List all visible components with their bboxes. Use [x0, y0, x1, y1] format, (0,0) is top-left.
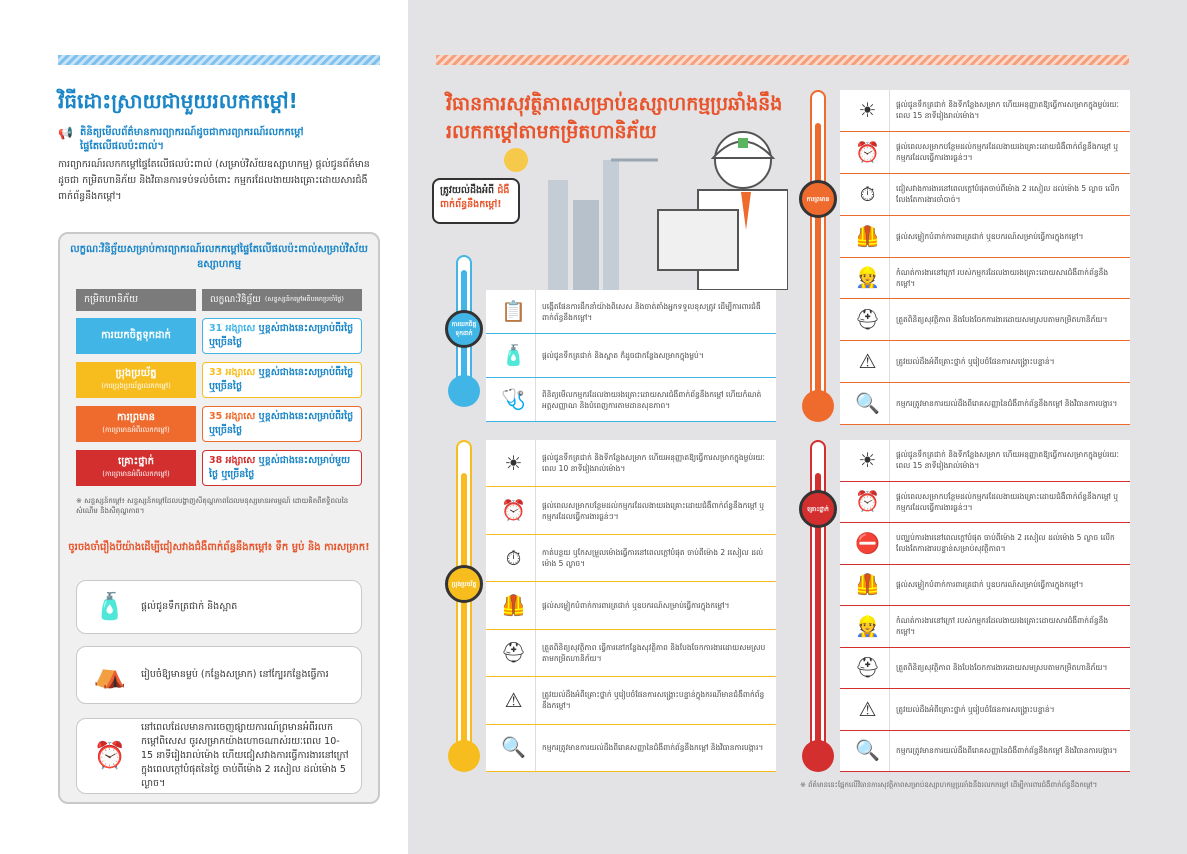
- risk-level-label: [76, 450, 196, 486]
- measure-text: ផ្ដល់សម្លៀកបំពាក់ការពារត្រជាក់ ឬឧបករណ៍សម្រាប់ធ្វើការក្នុងកម្ដៅ។: [896, 580, 1084, 590]
- red-measures-panel: [840, 440, 1130, 772]
- vest-icon: 🦺: [846, 565, 890, 606]
- helmet-icon: ⛑: [492, 630, 536, 676]
- table-head-criteria-note: (សន្ទស្សន៍កម្ដៅអតិបរមាប្រចាំថ្ងៃ): [264, 295, 344, 303]
- speaker-icon: 📢: [58, 126, 73, 140]
- measure-item: [486, 487, 776, 534]
- criteria-card: [58, 232, 380, 804]
- measure-item: [486, 725, 776, 772]
- vest-icon: 🦺: [492, 582, 536, 628]
- criteria-temp: 33 អង្សាសេ: [209, 367, 259, 378]
- call-to-action: ចូរចងចាំរឿងបីយ៉ាងដើម្បីជៀសវាងជំងឺពាក់ព័ន្ធនឹងកម្ដៅ៖ ទឹក ម្លប់ និង ការសម្រាក!: [68, 542, 370, 553]
- header-stripe-orange: [436, 55, 1129, 65]
- measure-item: [840, 606, 1130, 648]
- left-page: [0, 0, 405, 854]
- water-bottle-icon: 🧴: [492, 334, 536, 377]
- sun-icon: [504, 148, 528, 172]
- left-subtitle-text: តិនិត្យមើលព័ត៌មានការព្យាករណ៍ដូចជាការព្យាករណ៍រលកកម្ដៅផ្ទៃតែលើផលប៉ះពាល់។: [80, 127, 304, 152]
- tip-text: រៀបចំឱ្យមានម្លប់ (កន្លែងសម្រាក) នៅក្បែរកន្លែងធ្វើការ: [141, 669, 329, 680]
- measure-item: [840, 440, 1130, 482]
- risk-level-sub: (ការព្រមានអំពីរលកកម្ដៅ): [102, 470, 170, 478]
- risk-level-label: [76, 362, 196, 398]
- measure-text: ផ្ដល់ជូនទឹកត្រជាក់ និងទីកន្លែងសម្រាក ហើយអនុញ្ញាតឱ្យធ្វើការសម្រាកក្នុងម្លប់រយៈពេល 15 នាទីរៀងរាល់ម៉ោង។: [896, 450, 1119, 471]
- measure-item: [840, 90, 1130, 132]
- measure-item: [840, 523, 1130, 565]
- risk-level-name: គ្រោះថ្នាក់: [118, 456, 154, 467]
- sun-water-icon: ☀: [846, 440, 890, 481]
- measure-text: កំណត់ការងារនៅក្រៅ របស់កម្មករដែលងាយរងគ្រោះដោយសារជំងឺពាក់ព័ន្ធនឹងកម្ដៅ។: [896, 616, 1109, 637]
- measure-item: [840, 482, 1130, 524]
- engineer-illustration: [498, 130, 788, 290]
- criteria-temp: 31 អង្សាសេ: [209, 323, 259, 334]
- thermometer: [810, 90, 826, 400]
- measure-text: ត្រូវយល់ដឹងអំពីគ្រោះថ្នាក់ ឬរៀបចំផែនការសង្គ្រោះបន្ទាន់ក្នុងករណីមានជំងឺពាក់ព័ន្ធនឹងកម្ដៅ។: [542, 690, 765, 711]
- vest-icon: 🦺: [846, 216, 890, 257]
- risk-badge: ប្រុងប្រយ័ត្ន: [445, 565, 483, 603]
- tip-card: [76, 580, 362, 634]
- measure-text: ផ្ដល់ជូនទឹកត្រជាក់ និងទីកន្លែងសម្រាក ហើយអនុញ្ញាតឱ្យធ្វើការសម្រាកក្នុងម្លប់រយៈពេល 10 នាទីរៀងរាល់ម៉ោង។: [542, 453, 765, 474]
- left-subtitle: [58, 126, 358, 154]
- speech-bubble: [432, 178, 520, 224]
- risk-badge: ការព្រមាន: [799, 180, 837, 218]
- measure-item: [840, 132, 1130, 174]
- search-person-icon: 🔍: [846, 731, 890, 772]
- worker-icon: 👷: [846, 606, 890, 647]
- tip-card: [76, 718, 362, 794]
- timer-icon: ⏱: [492, 535, 536, 581]
- measure-item: [486, 290, 776, 334]
- criteria-desc: ឬខ្ពស់ជាងនេះសម្រាប់ពីរថ្ងៃ ឬច្រើនថ្ងៃ: [209, 323, 354, 348]
- measure-item: [486, 378, 776, 422]
- measure-text: កម្មករត្រូវមានការយល់ដឹងពីរោគសញ្ញានៃជំងឺពាក់ព័ន្ធនឹងកម្ដៅ និងវិធានការបង្ការ។: [542, 743, 764, 753]
- risk-criteria-value: [202, 318, 362, 354]
- criteria-desc: ឬខ្ពស់ជាងនេះសម្រាប់មួយថ្ងៃ ឬច្រើនថ្ងៃ: [209, 455, 351, 480]
- measure-item: [840, 689, 1130, 731]
- footnote: ※ សន្ទស្សន៍កម្ដៅ៖ សន្ទស្សន៍កម្ដៅដែលបង្ហាញសីតុណ្ហភាពដែលមនុស្សមានអារម្មណ៍ ដោយគិតពីឥទ្ធិពលនៃសំណើម និងសីតុណ្ហភាព។: [76, 497, 349, 515]
- measure-text: ជៀសវាងការងារនៅពេលក្ដៅបំផុតចាប់ពីម៉ោង 2 រសៀល ដល់ម៉ោង 5 ល្ងាច លើកលែងតែការងារចាំបាច់។: [896, 184, 1120, 205]
- bubble-text-b: ជំងឺពាក់ព័ន្ធនឹងកម្ដៅ!: [440, 185, 510, 210]
- measure-text: ត្រូវយល់ដឹងអំពីគ្រោះថ្នាក់ ឬរៀបចំផែនការសង្គ្រោះបន្ទាន់។: [896, 704, 1055, 714]
- measure-text: កំណត់ការងារនៅក្រៅ របស់កម្មករដែលងាយរងគ្រោះដោយសារជំងឺពាក់ព័ន្ធនឹងកម្ដៅ។: [896, 267, 1109, 288]
- measure-text: ផ្ដល់សម្លៀកបំពាក់ការពារត្រជាក់ ឬឧបករណ៍សម្រាប់ធ្វើការក្នុងកម្ដៅ។: [542, 600, 730, 610]
- risk-level-sub: (ការប្រុងប្រយ័ត្នរលកកម្ដៅ): [101, 382, 171, 390]
- measure-text: បង្កើតផែនការដឹកនាំយ៉ាងពិសេស និងចាត់តាំងអ្នកទទួលខុសត្រូវ ដើម្បីការពារជំងឺពាក់ព័ន្ធនឹងកម្ដៅ។: [542, 301, 761, 322]
- measure-item: [486, 630, 776, 677]
- risk-level-sub: (ការព្រមានអំពីរលកកម្ដៅ): [102, 426, 170, 434]
- measure-item: [486, 334, 776, 378]
- criteria-desc: ឬខ្ពស់ជាងនេះសម្រាប់ពីរថ្ងៃ ឬច្រើនថ្ងៃ: [209, 367, 354, 392]
- alarm-icon: ⏰: [846, 132, 890, 173]
- blue-measures-panel: [486, 290, 776, 422]
- measure-text: បញ្ឈប់ការងារនៅពេលក្ដៅបំផុត ចាប់ពីម៉ោង 2 រសៀល ដល់ម៉ោង 5 ល្ងាច លើកលែងតែការងារបន្ទាន់សម្រាប់សុវត្ថិភាព។: [896, 533, 1115, 554]
- warning-icon: ⚠: [492, 677, 536, 723]
- worker-icon: 👷: [846, 258, 890, 299]
- measure-text: កម្មករត្រូវមានការយល់ដឹងពីរោគសញ្ញានៃជំងឺពាក់ព័ន្ធនឹងកម្ដៅ និងវិធានការបង្ការ។: [896, 399, 1118, 409]
- measure-item: [840, 299, 1130, 341]
- yellow-measures-panel: [486, 440, 776, 772]
- measure-text: កាត់បន្ថយ ឬកែសម្រួលម៉ោងធ្វើការនៅពេលក្ដៅបំផុត ចាប់ពីម៉ោង 2 រសៀល ដល់ម៉ោង 5 ល្ងាច។: [542, 548, 764, 569]
- measure-item: [486, 582, 776, 629]
- right-page: [408, 0, 1187, 854]
- header-stripe: [58, 55, 380, 65]
- right-footnote: ※ ព័ត៌មាននេះផ្អែកលើវិធានការសុវត្ថិភាពសម្រាប់ឧស្សាហកម្មប្រឆាំងនឹងរលកកម្ដៅ ដើម្បីការពារជំងឺពាក់ព័ន្ធនឹងកម្ដៅ។: [800, 781, 1098, 789]
- measure-item: [486, 535, 776, 582]
- measure-item: [840, 648, 1130, 690]
- alarm-icon: ⏰: [492, 487, 536, 533]
- measure-item: [840, 383, 1130, 425]
- sun-water-icon: ☀: [846, 90, 890, 131]
- measure-item: [840, 341, 1130, 383]
- tip-card: [76, 646, 362, 704]
- measure-item: [840, 258, 1130, 300]
- search-person-icon: 🔍: [846, 383, 890, 424]
- measure-text: ត្រួតពិនិត្យសុវត្ថិភាព និងបែងចែកការងារដោយសមស្របតាមកម្រិតហានិភ័យ។: [896, 663, 1108, 673]
- risk-level-label: [76, 406, 196, 442]
- timer-icon: ⏱: [846, 174, 890, 215]
- risk-level-name: ការព្រមាន: [117, 412, 155, 423]
- measure-text: ផ្ដល់ពេលសម្រាកបន្ថែមដល់កម្មករដែលងាយរងគ្រោះដោយជំងឺពាក់ព័ន្ធនឹងកម្ដៅ ឬកម្មករដែលធ្វើការងារធ្ងន់ៗ។: [896, 491, 1119, 512]
- right-title: វិធានការសុវត្ថិភាពសម្រាប់ឧស្សាហកម្មប្រឆាំងនឹងរលកកម្ដៅតាមកម្រិតហានិភ័យ: [446, 93, 783, 143]
- thermometer: [810, 440, 826, 750]
- criteria-desc: ឬខ្ពស់ជាងនេះសម្រាប់ពីរថ្ងៃ ឬច្រើនថ្ងៃ: [209, 411, 354, 436]
- thermometer-bulb: [448, 740, 480, 772]
- measure-item: [486, 440, 776, 487]
- sun-water-icon: ☀: [492, 440, 536, 486]
- tip-text: នៅពេលដែលមានការចេញផ្សាយការណ៍ព្រមានអំពីរលកកម្ដៅពិសេស ចូរសម្រាកយ៉ាងហោចណាស់រយៈពេល 10-15 នាទីរៀងរាល់ម៉ោង ហើយជៀសវាងការធ្វើការងារនៅក្រៅក្នុងពេលក្ដៅបំផុតនៃថ្ងៃ ចាប់ពីម៉ោង 2 រសៀល ដល់ម៉ោង 5 ល្ងាច។: [141, 722, 349, 789]
- table-head-criteria: [202, 289, 362, 311]
- thermometer-bulb: [802, 390, 834, 422]
- clock-icon: ⏰: [93, 741, 127, 771]
- measure-text: ផ្ដល់ជូនទឹកត្រជាក់ និងស្អាត ក៏ដូចជាកន្លែងសម្រាកក្នុងម្លប់។: [542, 351, 704, 360]
- risk-level-name: ការយកចិត្តទុកដាក់: [101, 330, 171, 341]
- risk-badge: ការយកចិត្តទុកដាក់: [445, 310, 483, 348]
- measure-item: [840, 731, 1130, 773]
- measure-text: ផ្ដល់ជូនទឹកត្រជាក់ និងទីកន្លែងសម្រាក ហើយអនុញ្ញាតឱ្យធ្វើការសម្រាកក្នុងម្លប់រយៈពេល 15 នាទីរៀងរាល់ម៉ោង។: [896, 100, 1119, 121]
- criteria-heading: លក្ខណៈវិនិច្ឆ័យសម្រាប់ការព្យាករណ៍រលកកម្ដៅផ្ទៃតែលើផលប៉ះពាល់សម្រាប់វិស័យឧស្សាហកម្ម: [70, 244, 368, 270]
- criteria-temp: 35 អង្សាសេ: [209, 411, 259, 422]
- stop-timer-icon: ⛔: [846, 523, 890, 564]
- checklist-icon: 📋: [492, 290, 536, 333]
- left-title: វិធីដោះស្រាយជាមួយរលកកម្ដៅ!: [58, 89, 298, 113]
- table-head-level: កម្រិតហានិភ័យ: [76, 289, 196, 311]
- tip-text: ផ្ដល់ជូនទឹកត្រជាក់ និងស្អាត: [141, 601, 238, 612]
- measure-text: ត្រូវយល់ដឹងអំពីគ្រោះថ្នាក់ ឬរៀបចំផែនការសង្គ្រោះបន្ទាន់។: [896, 357, 1055, 367]
- measure-item: [840, 565, 1130, 607]
- risk-badge: គ្រោះថ្នាក់: [799, 490, 837, 528]
- measure-text: កម្មករត្រូវមានការយល់ដឹងពីរោគសញ្ញានៃជំងឺពាក់ព័ន្ធនឹងកម្ដៅ និងវិធានការបង្ការ។: [896, 746, 1118, 756]
- helmet-icon: ⛑: [846, 648, 890, 689]
- measure-text: ផ្ដល់សម្លៀកបំពាក់ការពារត្រជាក់ ឬឧបករណ៍សម្រាប់ធ្វើការក្នុងកម្ដៅ។: [896, 231, 1084, 241]
- risk-criteria-value: [202, 362, 362, 398]
- thermometer-bulb: [448, 375, 480, 407]
- measure-text: ត្រួតពិនិត្យសុវត្ថិភាព ធ្វើការនៅកន្លែងសុវត្ថិភាព និងបែងចែកការងារដោយសមស្របតាមកម្រិតហានិភ័យ។: [542, 642, 766, 663]
- measure-text: ផ្ដល់ពេលសម្រាកបន្ថែមដល់កម្មករដែលងាយរងគ្រោះដោយជំងឺពាក់ព័ន្ធនឹងកម្ដៅ ឬកម្មករដែលធ្វើការងារធ្ងន់ៗ។: [896, 142, 1119, 163]
- water-bottle-icon: 🧴: [93, 592, 127, 622]
- risk-level-name: ប្រុងប្រយ័ត្ន: [115, 368, 157, 379]
- helmet-icon: ⛑: [846, 299, 890, 340]
- risk-level-label: [76, 318, 196, 354]
- measure-text: ពិនិត្យមើលកម្មករដែលងាយរងគ្រោះដោយសារជំងឺពាក់ព័ន្ធនឹងកម្ដៅ ហើយកំណត់អត្តសញ្ញាណ និងបំពេញការតាមដានសុខភាព។: [542, 389, 762, 410]
- risk-criteria-value: [202, 450, 362, 486]
- orange-measures-panel: [840, 90, 1130, 425]
- warning-icon: ⚠: [846, 341, 890, 382]
- measure-item: [840, 216, 1130, 258]
- warning-icon: ⚠: [846, 689, 890, 730]
- search-person-icon: 🔍: [492, 725, 536, 771]
- measure-item: [486, 677, 776, 724]
- measure-text: ត្រួតពិនិត្យសុវត្ថិភាព និងបែងចែកការងារដោយសមស្របតាមកម្រិតហានិភ័យ។: [896, 315, 1108, 325]
- thermometer-bulb: [802, 740, 834, 772]
- bubble-text-a: ត្រូវយល់ដឹងអំពី: [440, 185, 495, 196]
- health-check-icon: 🩺: [492, 378, 536, 421]
- measure-item: [840, 174, 1130, 216]
- table-head-criteria-label: លក្ខណៈវិនិច្ឆ័យ: [210, 294, 261, 305]
- alarm-icon: ⏰: [846, 482, 890, 523]
- left-body: ការព្យាករណ៍រលកកម្ដៅផ្ទៃតែលើផលប៉ះពាល់ (សម្រាប់វិស័យឧស្សាហកម្ម) ផ្ដល់ជូនព័ត៌មានដូចជា កម្រិតហានិភ័យ និងវិធានការទប់ទល់ចំពោះ កម្មករដែលងាយរងគ្រោះដោយសារជំងឺពាក់ព័ន្ធនឹងកម្ដៅ។: [58, 159, 370, 202]
- tent-icon: ⛺: [93, 660, 127, 690]
- measure-text: ផ្ដល់ពេលសម្រាកបន្ថែមដល់កម្មករដែលងាយរងគ្រោះដោយជំងឺពាក់ព័ន្ធនឹងកម្ដៅ ឬកម្មករដែលធ្វើការងារធ្ងន់ៗ។: [542, 500, 765, 521]
- criteria-temp: 38 អង្សាសេ: [209, 455, 259, 466]
- risk-criteria-value: [202, 406, 362, 442]
